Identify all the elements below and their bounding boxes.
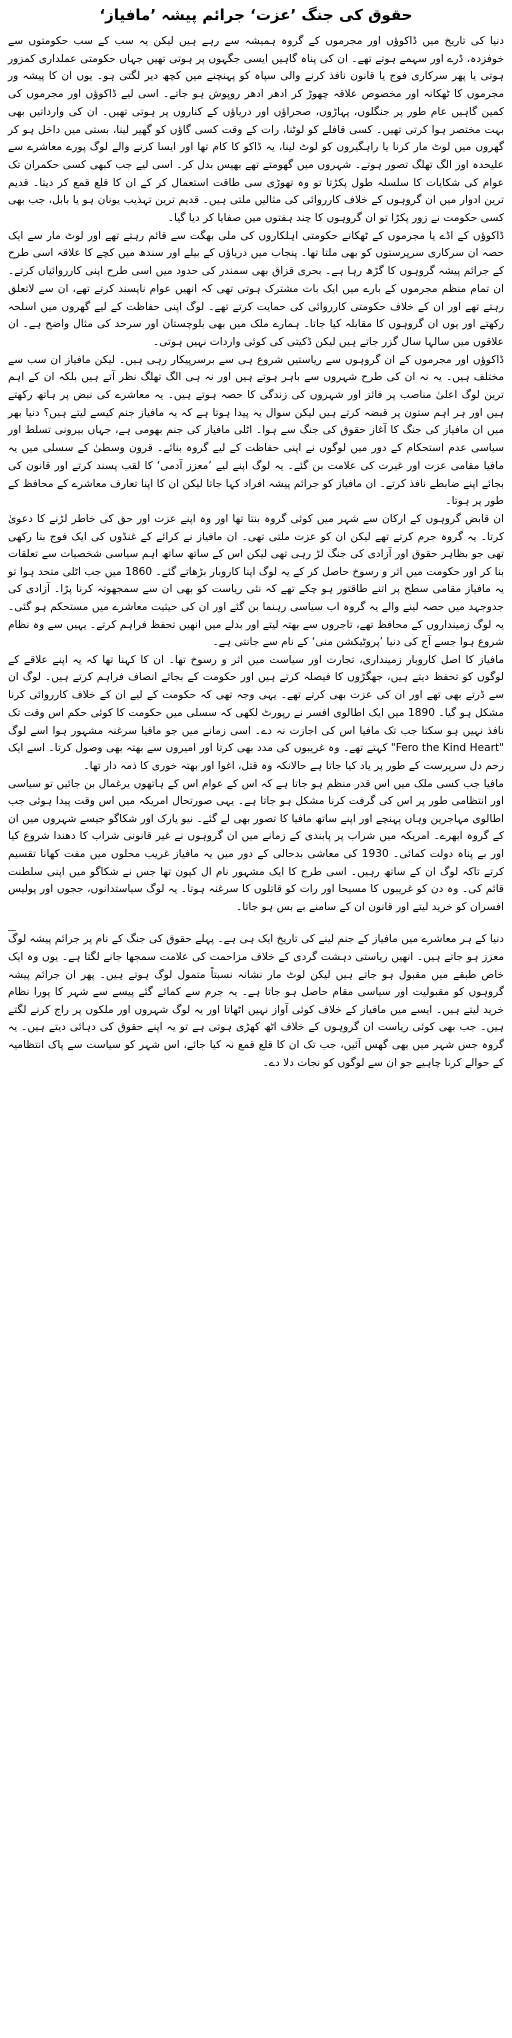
article-paragraph: مافیاز کا اصل کاروبار زمینداری، تجارت اور سیاست میں اثر و رسوخ تھا۔ ان کا کہنا تھا کہ یہ اپنے علاقے کے لوگوں کو تحفظ دیتے ہیں، جھگڑوں کا فیصلہ کرتے ہیں اور حکومت کے بجائے انصاف فراہم کرتے ہیں۔ لوگ ان سے ڈرتے بھی تھے اور ان کی عزت بھی کرتے تھے۔ یہی وجہ تھی کہ حکومت کے لیے ان کے خلاف کارروائی کرنا مشکل ہو گیا۔ 1890 میں ایک اطالوی افسر نے رپورٹ لکھی کہ سسلی میں حکومت کا کوئی حکم اس وقت تک نافذ نہیں ہو سکتا جب تک مافیا اس کی اجازت نہ دے۔ اسی زمانے میں جو مافیا سرغنہ مشہور ہوا اسے لوگ "Fero the Kind Heart" کہتے تھے۔ وہ غریبوں کی مدد بھی کرتا اور امیروں سے بھتہ بھی وصول کرتا۔ اسے ایک رحم دل سرپرست کے طور پر یاد کیا جاتا ہے حالانکہ وہ قتل، اغوا اور بھتہ خوری کا ذمہ دار تھا۔ <box>8 653 505 772</box>
article-body-section-3 <box>8 352 504 511</box>
article-paragraph: ان قابض گروہوں کے ارکان سے شہر میں کوئی گروہ بنتا تھا اور وہ اپنے عزت اور حق کی خاطر لڑنے کا دعویٰ کرتا۔ یہ گروہ جرم کرتے تھے لیکن ان کو عزت ملتی تھی۔ ان مافیاز نے کرائے کے غنڈوں کی ایک فوج بنا رکھی تھی جو بظاہر حقوق اور آزادی کی جنگ لڑ رہی تھی لیکن اس کے ساتھ ساتھ اہم سیاسی شخصیات سے تعلقات بنا کر اور حکومت میں اثر و رسوخ حاصل کر کے یہ لوگ اپنا کاروبار بڑھاتے گئے۔ 1860 میں جب اٹلی متحد ہوا تو یہ مافیاز مقامی سطح پر اتنے طاقتور ہو چکے تھے کہ نئی ریاست کو بھی ان سے سمجھوتہ کرنا پڑا۔ آزادی کی جدوجہد میں حصہ لینے والے یہ گروہ اب سیاسی رہنما بن گئے اور ان کی حیثیت معاشرے میں مستحکم ہو گئی۔ یہ لوگ زمینداروں کے محافظ تھے، تاجروں سے بھتہ لیتے اور بدلے میں انھیں تحفظ فراہم کرتے۔ یہیں سے وہ نظام شروع ہوا جسے آج کی دنیا ’پروٹیکشن منی‘ کے نام سے جانتی ہے۔ <box>8 512 504 649</box>
article-paragraph: مافیا جب کسی ملک میں اس قدر منظم ہو جاتا ہے کہ اس کے عوام اس کے ہاتھوں یرغمال بن جائیں تو سیاسی اور انتظامی طور پر اس کی گرفت کرنا مشکل ہو جاتا ہے۔ یہی صورتحال امریکہ میں اس وقت پیدا ہوئی جب اطالوی مہاجرین وہاں پہنچے اور اپنے ساتھ مافیا کا تصور بھی لے گئے۔ نیو یارک اور شکاگو جیسے شہروں میں ان کے گروہ ابھرے۔ امریکہ میں شراب پر پابندی کے زمانے میں ان گروہوں نے غیر قانونی شراب کا دھندا شروع کیا اور بے پناہ دولت کمائی۔ 1930 کی معاشی بدحالی کے دور میں یہ مافیاز غریب محلوں میں مفت کھانا تقسیم کرتے تاکہ لوگ ان کے ساتھ رہیں۔ اسی طرح کا ایک مشہور نام ال کپون تھا جس نے شکاگو میں اپنی سلطنت قائم کی۔ وہ دن کو غریبوں کا مسیحا اور رات کو قاتلوں کا سرغنہ ہوتا۔ یہ لوگ سیاستدانوں، ججوں اور پولیس افسران کو خرید لیتے اور قانون ان کے سامنے بے بس ہو جاتا۔ <box>8 777 505 913</box>
article-body-section-6 <box>8 776 504 917</box>
article-conclusion <box>8 931 504 1072</box>
section-divider <box>8 930 16 931</box>
article-paragraph: ڈاکوؤں کے اڈے یا مجرموں کے ٹھکانے حکومتی اہلکاروں کی ملی بھگت سے قائم رہتے تھے اور لوٹ مار سے ایک حصہ ان سرکاری سرپرستوں کو بھی ملتا تھا۔ پنجاب میں دریاؤں کے بیلے اور سندھ میں کچے کا علاقہ اسی طرح کے جرائم پیشہ گروہوں کا گڑھ رہا ہے۔ بحری قزاق بھی سمندر کی حدود میں اسی طرح اپنی کارروائیاں کرتے۔ ان تمام منظم مجرموں کے بارے میں ایک بات مشترک ہوتی تھی کہ انھیں عوام ناپسند کرتے تھے، ان سے لاتعلق رہتے تھے اور ان کے خلاف حکومتی کارروائی کی حمایت کرتے تھے۔ لوگ اپنی حفاظت کے لیے گھروں میں اسلحہ رکھتے اور یوں ان گروہوں کا مقابلہ کیا جاتا۔ ہمارے ملک میں بھی بلوچستان اور سرحد کی مثال واضح ہے۔ ان علاقوں میں سالہا سال گزر جاتے ہیں لیکن ڈکیتی کی کوئی واردات نہیں ہوتی۔ <box>8 229 504 348</box>
article-paragraph: دنیا کی تاریخ میں ڈاکوؤں اور مجرموں کے گروہ ہمیشہ سے رہے ہیں لیکن یہ سب کے سب حکومتوں سے خوفزدہ، ڈرے اور سہمے ہوتے تھے۔ ان کی پناہ گاہیں ایسی جگہوں پر ہوتی تھیں جہاں حکومتی عملداری کمزور ہوتی یا پھر سرکاری فوج یا قانون نافذ کرنے والی سپاہ کو پہنچنے میں کچھ دیر لگتی ہو۔ یوں ان کا پیشہ ور مجرموں کا ٹھکانہ اور مخصوص علاقہ چھوڑ کر ادھر ادھر روپوش ہو جاتے۔ اسی لیے ڈاکوؤں اور مجرموں کی کمین گاہیں عام طور پر جنگلوں، پہاڑوں، صحراؤں اور دریاؤں کے کناروں پر ہوتی تھیں۔ ان کی وارداتیں بھی بہت مختصر ہوا کرتی تھیں۔ کسی قافلے کو لوٹنا، رات کے وقت کسی گاؤں کو گھیر لینا، بستی میں داخل ہو کر گھروں میں لوٹ مار کرنا یا راہگیروں کو لوٹ لینا، یہ ڈاکو کا کام تھا اور ایسا کرنے والے لوگ پورے معاشرے سے علیحدہ اور الگ تھلگ تصور ہوتے۔ شہروں میں گھومتے تھے بھیس بدل کر۔ اسی لیے جب کبھی کسی حکمران تک عوام کی شکایات کا سلسلہ طول پکڑتا تو وہ تھوڑی سی طاقت استعمال کر کے ان کا قلع قمع کر دیتا۔ قدیم ترین ادوار میں ان گروہوں کے خلاف کارروائی کی مثالیں ملتی ہیں۔ قدیم ترین تہذیب یونان ہو یا بابل، جب بھی کسی حکومت نے زور پکڑا تو ان گروہوں کا چند ہفتوں میں صفایا کر دیا گیا۔ <box>8 35 504 225</box>
article-body-section-5 <box>8 652 504 776</box>
article-body-section-2 <box>8 228 504 352</box>
article-paragraph: ڈاکوؤں اور مجرموں کے ان گروہوں سے ریاستیں شروع ہی سے برسرپیکار رہی ہیں۔ لیکن مافیاز ان سب سے مختلف ہیں۔ یہ نہ ان کی طرح شہروں سے باہر ہوتے ہیں اور نہ ہی الگ تھلگ نظر آتے ہیں بلکہ ان کے اہم ترین لوگ اعلیٰ مناصب پر فائز اور شہروں کی زندگی کا حصہ ہوتے ہیں۔ یہ معاشرے کی نبض پر ہاتھ رکھتے ہیں اور ہر اہم ستون پر قبضہ کرتے ہیں لیکن سوال یہ پیدا ہوتا ہے کہ یہ مافیاز جنم کیسے لیتے ہیں؟ دنیا بھر میں ان مافیاز کی جنگ کا آغاز حقوق کی جنگ سے ہوا۔ اٹلی مافیاز کی جنم بھومی ہے، جہاں بیرونی تسلط اور سیاسی عدم استحکام کے دور میں لوگوں نے اپنی حفاظت کے لیے گروہ بنائے۔ قرون وسطیٰ کے سسلی میں یہ مافیا مقامی عزت اور غیرت کی علامت بن گئے۔ یہ لوگ اپنے لیے ’معزز آدمی‘ کا لقب پسند کرتے اور قانون کی بجائے اپنے ضابطے نافذ کرتے۔ ان مافیاز کو جرائم پیشہ افراد کہا جاتا لیکن ان کا اپنا تعارف معاشرے کے محافظ کے طور پر ہوتا۔ <box>8 353 504 508</box>
section-gap <box>8 916 504 930</box>
article-body-section-4 <box>8 511 504 652</box>
article-body-section-1 <box>8 33 504 228</box>
article-headline: حقوق کی جنگ ’عزت‘ جرائم پیشہ ’مافیاز‘ <box>99 6 413 24</box>
article-paragraph: دنیا کے ہر معاشرے میں مافیاز کے جنم لینے کی تاریخ ایک ہی ہے۔ پہلے حقوق کی جنگ کے نام پر جرائم پیشہ لوگ معزز ہو جاتے ہیں۔ انھیں ریاستی دہشت گردی کے خلاف مزاحمت کی علامت سمجھا جانے لگتا ہے۔ یوں وہ ایک خاص طبقے میں مقبول ہو جاتے ہیں لیکن لوٹ مار نشانہ نسبتاً متمول لوگ ہوتے ہیں۔ پھر ان جرائم پیشہ گروہوں کو مقبولیت اور سیاسی مقام حاصل ہو جاتا ہے۔ یہ جرم سے کمائے گئے پیسے سے شہر کا پورا نظام خرید لیتے ہیں۔ ایسے میں مافیاز کے خلاف کوئی آواز نہیں اٹھاتا اور یہ لوگ شہروں اور ملکوں پر راج کرنے لگتے ہیں۔ جب بھی کوئی ریاست ان گروہوں کے خلاف اٹھ کھڑی ہوتی ہے تو یہ اپنے حقوق کی دہائی دیتے ہیں۔ یہ گروہ جس شہر میں بھی گھس آئیں، جب تک ان کا قلع قمع نہ کیا جائے، اس شہر کو سیاست سے پاک انتظامیہ کے حوالے کرنا چاہیے جو ان سے لوگوں کو نجات دلا دے۔ <box>8 933 504 1069</box>
